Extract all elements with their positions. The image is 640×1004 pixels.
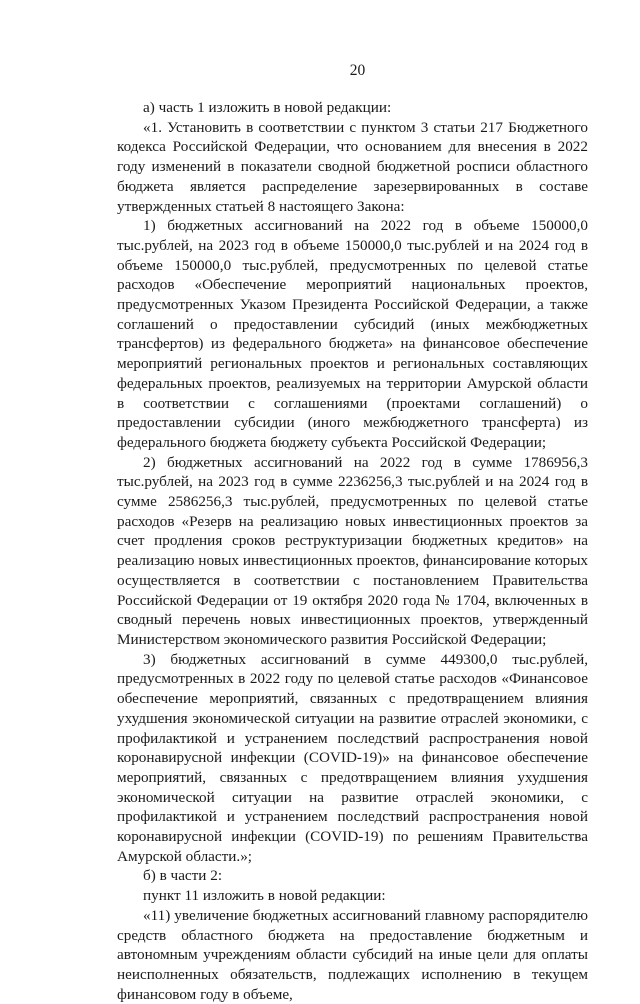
paragraph-point-11: «11) увеличение бюджетных ассигнований главному распорядителю средств областного бюджета на предоставление бюджетным и автономным учреждениям области субсидий на иные цели для оплаты неисполненных обязательств, подлежащих исполнению в текущем финансовом году в объеме, [117, 906, 588, 1003]
paragraph-intro-a: а) часть 1 изложить в новой редакции: [143, 99, 392, 116]
paragraph-point-11-intro: пункт 11 изложить в новой редакции: [143, 887, 386, 905]
paragraph-item-1: 1) бюджетных ассигнований на 2022 год в объеме 150000,0 тыс.рублей, на 2023 год в объеме 150000,0 тыс.рублей и на 2024 год в объеме 150000,0 тыс.рублей, предусмотренных по целевой статье расходов «Обеспечение мероприятий национальных проектов, предусмотренных Указом Президента Российской Федерации, а также соглашений о предоставлении субсидий (иных межбюджетных трансфертов) из федерального бюджета» на финансовое обеспечение мероприятий региональных проектов и региональных составляющих федеральных проектов, реализуемых на территории Амурской области в соответствии с соглашениями (проектами соглашений) о предоставлении субсидии (иного межбюджетного трансферта) из федерального бюджета бюджету субъекта Российской Федерации; [117, 217, 588, 451]
paragraph-item-2: 2) бюджетных ассигнований на 2022 год в сумме 1786956,3 тыс.рублей, на 2023 год в сумме 2236256,3 тыс.рублей и на 2024 год в сумме 2586256,3 тыс.рублей, предусмотренных по целевой статье расходов «Резерв на реализацию новых инвестиционных проектов за счет продления сроков реструктуризации бюджетных кредитов» на реализацию новых инвестиционных проектов, финансирование которых осуществляется в соответствии с постановлением Правительства Российской Федерации от 19 октября 2020 года № 1704, включенных в сводный перечень новых инвестиционных проектов, утвержденный Министерством экономического развития Российской Федерации; [117, 453, 588, 648]
paragraph-item-3: 3) бюджетных ассигнований в сумме 449300,0 тыс.рублей, предусмотренных в 2022 году по целевой статье расходов «Финансовое обеспечение мероприятий, связанных с предотвращением влияния ухудшения экономической ситуации на развитие отраслей экономики, с профилактикой и устранением последствий распространения новой коронавирусной инфекции (COVID-19)» на финансовое обеспечение мероприятий, связанных с предотвращением влияния ухудшения экономической ситуации на развитие отраслей экономики, с профилактикой и устранением последствий распространения новой коронавирусной инфекции (COVID-19) по решениям Правительства Амурской области.»; [117, 650, 588, 865]
paragraph-intro-b: б) в части 2: [143, 867, 223, 885]
paragraph-part-1: «1. Установить в соответствии с пунктом 3 статьи 217 Бюджетного кодекса Российской Федерации, что основанием для внесения в 2022 году изменений в показатели сводной бюджетной росписи областного бюджета является распределение зарезервированных в составе утвержденных статьей 8 настоящего Закона: [117, 118, 588, 215]
page-number: 20 [349, 62, 366, 79]
